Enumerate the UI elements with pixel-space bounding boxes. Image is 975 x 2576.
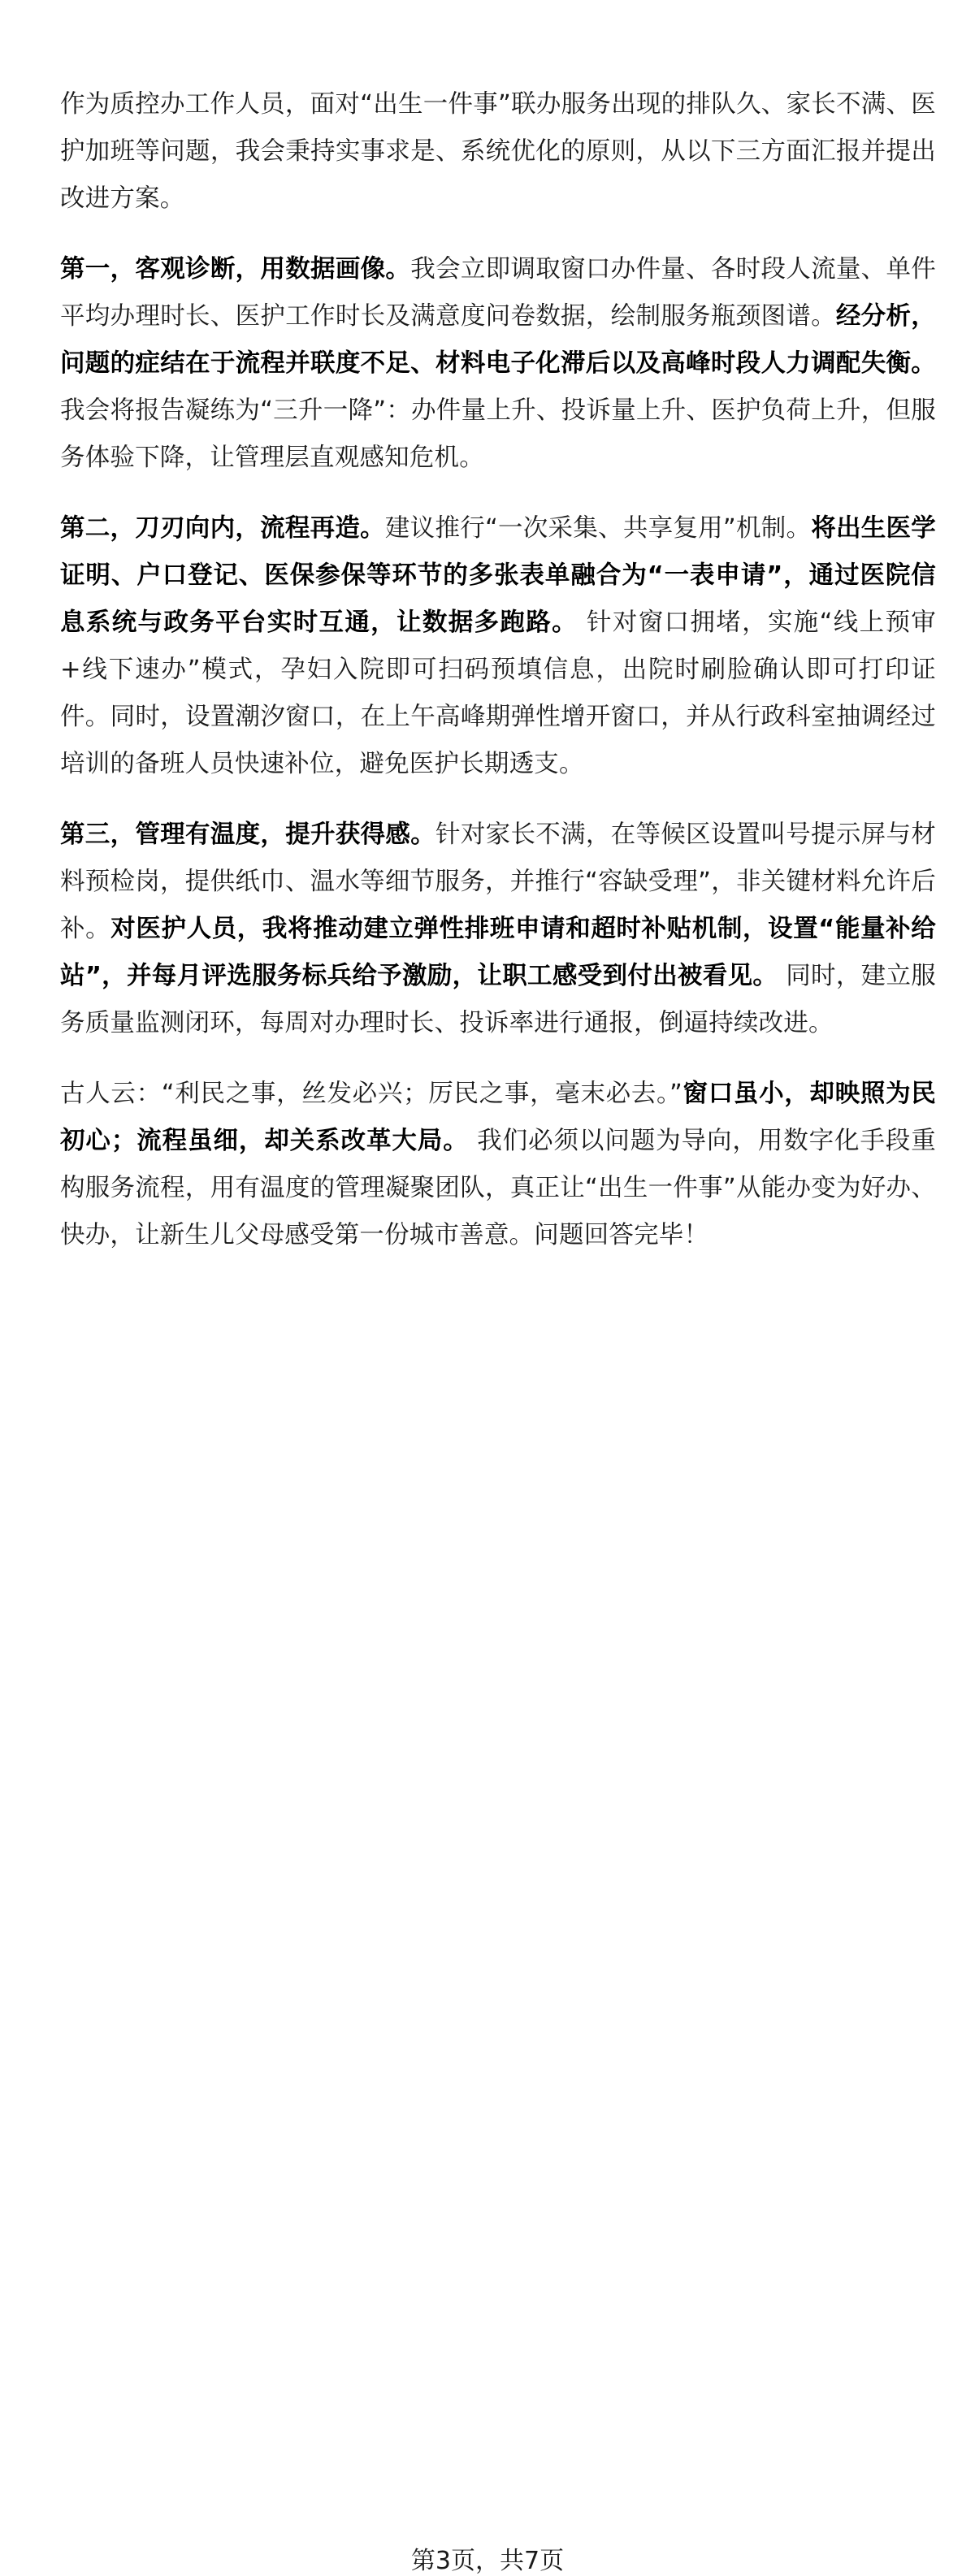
text-segment: 作为质控办工作人员，面对“出生一件事”联办服务出现的排队久、家长不满、医护加班等问题，我会秉持实事求是、系统优化的原则，从以下三方面汇报并提出改进方案。 [60,90,936,213]
text-segment: 同时，建立服务质量监测闭环，每周对办理时长、投诉率进行通报，倒逼持续改进。 [60,962,936,1037]
paragraph-first-point [60,246,936,482]
text-segment: 我会将报告凝练为“三升一降”：办件量上升、投诉量上升、医护负荷上升，但服务体验下降，让管理层直观感知危机。 [60,396,936,472]
bold-emphasis: 对医护人员，我将推动建立弹性排班申请和超时补贴机制，设置“能量补给站”，并每月评选服务标兵给予激励，让职工感受到付出被看见。 [60,915,936,990]
paragraph-second-point [60,505,936,788]
text-segment: 针对窗口拥堵，实施“线上预审+线下速办”模式，孕妇入院即可扫码预填信息，出院时刷脸确认即可打印证件。同时，设置潮汐窗口，在上午高峰期弹性增开窗口，并从行政科室抽调经过培训的备班人员快速补位，避免医护长期透支。 [60,608,937,778]
bold-emphasis: 经分析，问题的症结在于流程并联度不足、材料电子化滞后以及高峰时段人力调配失衡。 [60,302,936,378]
paragraph-third-point [60,812,936,1047]
bold-heading: 第三，管理有温度，提升获得感。 [60,820,436,849]
bold-emphasis: 窗口虽小，却映照为民初心；流程虽细，却关系改革大局。 [60,1080,936,1155]
text-segment: 建议推行“一次采集、共享复用”机制。 [384,514,812,543]
bold-heading: 第二，刀刃向内，流程再造。 [60,514,385,543]
bold-emphasis: 将出生医学证明、户口登记、医保参保等环节的多张表单融合为“一表申请”，通过医院信息系统与政务平台实时互通，让数据多跑路。 [60,514,936,637]
paragraph-intro [60,81,936,223]
document-body [60,81,936,1259]
page-number: 第3页，共7页 [410,2547,565,2575]
text-segment: 我会立即调取窗口办件量、各时段人流量、单件平均办理时长、医护工作时长及满意度问卷数据，绘制服务瓶颈图谱。 [60,255,936,331]
text-segment: 针对家长不满，在等候区设置叫号提示屏与材料预检岗，提供纸巾、温水等细节服务，并推行“容缺受理”，非关键材料允许后补。 [60,820,937,943]
paragraph-conclusion [60,1071,936,1259]
bold-heading: 第一，客观诊断，用数据画像。 [60,255,411,284]
text-segment: 古人云：“利民之事，丝发必兴；厉民之事，毫末必去。” [60,1080,683,1108]
text-segment: 我们必须以问题为导向，用数字化手段重构服务流程，用有温度的管理凝聚团队，真正让“出生一件事”从能办变为好办、快办，让新生儿父母感受第一份城市善意。问题回答完毕！ [60,1127,936,1249]
